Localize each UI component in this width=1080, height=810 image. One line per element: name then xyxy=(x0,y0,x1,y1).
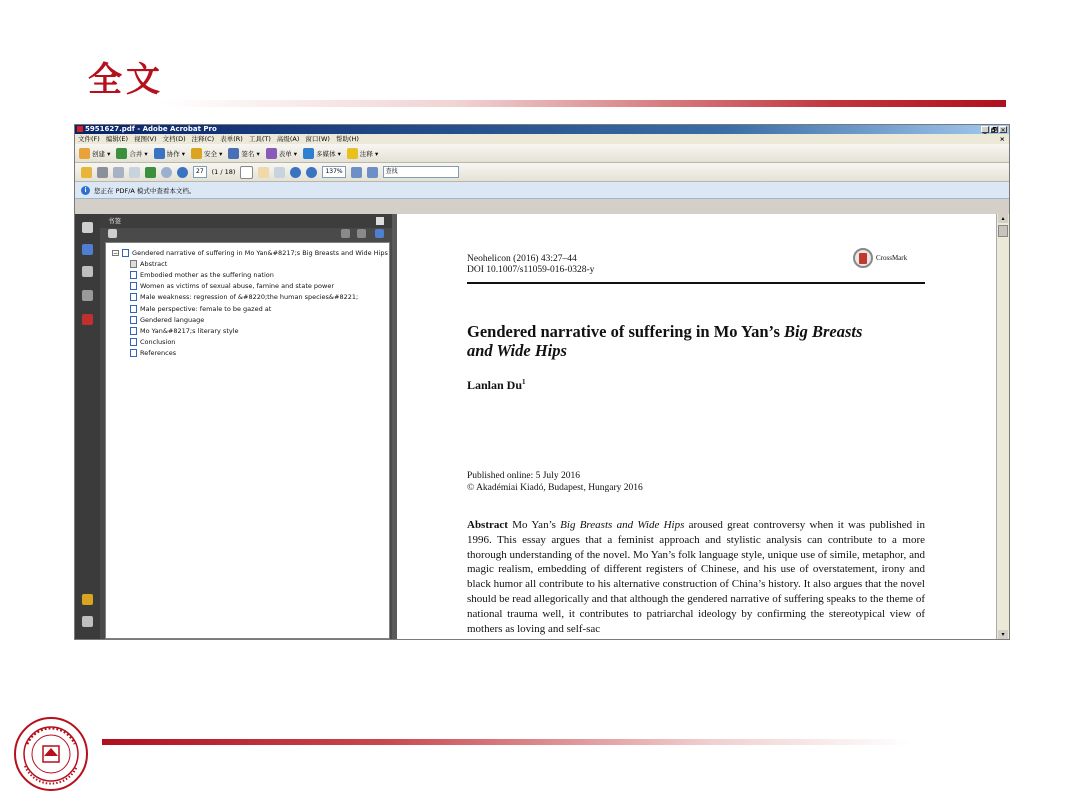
bookmark-label: Embodied mother as the suffering nation xyxy=(140,270,274,279)
collapse-icon[interactable]: − xyxy=(113,249,119,257)
print-icon[interactable] xyxy=(97,167,108,178)
marquee-zoom-icon[interactable] xyxy=(274,167,285,178)
minimize-button[interactable]: _ xyxy=(981,126,989,133)
window-title: 5951627.pdf - Adobe Acrobat Pro xyxy=(85,125,217,133)
bookmark-label: Abstract xyxy=(140,259,168,268)
combine-button[interactable] xyxy=(116,148,147,159)
abstract-body: aroused great controversy when it was published in 1996. This essay argues that a feminist approach and stylistic analysis can contribute to a more thorough understanding of the novel. Mo Yan’s folk language style, unique use of simile, metaphor, and magic realism, embedding of different registers of Chinese, and his use of overstatement, irony and black humor all contribute to his alternative construction of China’s history. It also argues that the novel should be read allegorically and that although the gendered narrative of suffering speaks to the theme of national trauma well, it contributes to patriarchal ideology by confirming the stereotypical view of mothers as loving and self-sac xyxy=(467,519,925,635)
secure-icon xyxy=(191,148,202,159)
toolbar-label: 多媒体 ▾ xyxy=(316,149,341,158)
collaborate-button[interactable] xyxy=(154,148,185,159)
bookmark-item[interactable] xyxy=(130,348,389,359)
close-document-button[interactable]: × xyxy=(999,135,1005,143)
select-tool-icon[interactable] xyxy=(240,166,253,179)
create-button[interactable] xyxy=(79,148,110,159)
menu-item-1[interactable]: 编辑(E) xyxy=(105,135,128,143)
page-count: (1 / 18) xyxy=(211,168,236,176)
panel-toolbar xyxy=(100,228,392,240)
save-icon[interactable] xyxy=(113,167,124,178)
zoom-level-select[interactable]: 137% xyxy=(322,166,345,178)
combine-files-icon[interactable] xyxy=(145,167,156,178)
forms-icon xyxy=(266,148,277,159)
bookmark-label: Mo Yan&#8217;s literary style xyxy=(140,326,239,335)
bookmark-tree xyxy=(105,242,390,639)
zoom-in-icon[interactable] xyxy=(306,167,317,178)
bookmark-item[interactable] xyxy=(130,337,389,348)
combine-icon xyxy=(116,148,127,159)
panel-header xyxy=(100,214,392,228)
comments-icon[interactable] xyxy=(82,594,93,605)
author-name: Lanlan Du xyxy=(467,378,523,392)
bookmark-page-icon xyxy=(130,260,137,268)
bookmark-item[interactable] xyxy=(112,247,389,258)
pdfa-notice-bar xyxy=(75,182,1009,199)
security-icon[interactable] xyxy=(82,314,93,325)
author-affiliation-mark: 1 xyxy=(522,378,526,386)
crossmark-icon xyxy=(853,248,873,268)
window-titlebar xyxy=(75,125,1009,134)
multimedia-icon xyxy=(303,148,314,159)
menu-item-0[interactable]: 文件(F) xyxy=(78,135,100,143)
toolbar-label: 安全 ▾ xyxy=(204,149,223,158)
bookmark-item[interactable] xyxy=(130,314,389,325)
abstract xyxy=(467,518,925,636)
sign-button[interactable] xyxy=(228,148,259,159)
bookmark-item[interactable] xyxy=(130,292,389,303)
sign-icon xyxy=(228,148,239,159)
bookmark-page-icon xyxy=(122,249,129,257)
toolbar-label: 表单 ▾ xyxy=(278,149,298,158)
next-page-icon[interactable] xyxy=(177,167,188,178)
task-toolbar xyxy=(75,144,1009,163)
bookmark-page-icon xyxy=(130,271,137,279)
bottom-divider xyxy=(102,739,912,745)
journal-line: Neohelicon (2016) 43:27–44 xyxy=(467,254,577,264)
scroll-down-icon[interactable]: ▾ xyxy=(998,630,1008,639)
navigation-rail xyxy=(75,214,100,639)
prev-page-icon[interactable] xyxy=(161,167,172,178)
author xyxy=(467,378,526,393)
forms-button[interactable] xyxy=(266,148,297,159)
signatures-icon[interactable] xyxy=(82,290,93,301)
panel-title: 书签 xyxy=(108,217,121,225)
bookmark-label: References xyxy=(140,349,177,358)
maximize-button[interactable]: 🗗 xyxy=(991,127,997,134)
slide-title: 全文 xyxy=(88,60,164,100)
vertical-scrollbar[interactable] xyxy=(996,214,1009,639)
page-number-input[interactable]: 27 xyxy=(193,166,207,178)
bookmark-page-icon xyxy=(130,349,137,357)
comment-button[interactable] xyxy=(347,148,378,159)
publication-info xyxy=(467,470,643,494)
bookmarks-icon[interactable] xyxy=(82,244,93,255)
menubar xyxy=(75,134,1009,144)
bookmark-label: Gendered language xyxy=(140,315,205,324)
journal-citation xyxy=(467,254,594,276)
delete-bookmark-icon[interactable] xyxy=(341,229,350,238)
find-input[interactable]: 查找 xyxy=(383,166,459,178)
menu-item-7[interactable]: 高级(A) xyxy=(276,135,300,143)
bookmark-page-icon xyxy=(130,316,137,324)
menu-item-2[interactable]: 视图(V) xyxy=(134,135,157,143)
menu-item-9[interactable]: 帮助(H) xyxy=(335,135,359,143)
collaborate-icon xyxy=(154,148,165,159)
acrobat-window xyxy=(74,124,1010,640)
bookmark-properties-icon[interactable] xyxy=(357,229,366,238)
navigation-toolbar xyxy=(75,163,1009,182)
scroll-up-icon[interactable]: ▴ xyxy=(998,214,1008,223)
bookmark-label: Gendered narrative of suffering in Mo Yan&#8217;s Big Breasts and Wide Hips xyxy=(132,248,388,257)
secure-button[interactable] xyxy=(191,148,222,159)
menu-item-5[interactable]: 表单(R) xyxy=(220,135,243,143)
hand-tool-icon[interactable] xyxy=(258,167,269,178)
bookmark-page-icon xyxy=(130,282,137,290)
bookmarks-panel xyxy=(100,214,392,639)
bookmark-item[interactable] xyxy=(130,303,389,314)
bookmark-item[interactable] xyxy=(130,281,389,292)
toolbar-label: 签名 ▾ xyxy=(241,149,260,158)
bookmark-item[interactable] xyxy=(130,325,389,336)
layers-icon[interactable] xyxy=(82,266,93,277)
copyright: © Akadémiai Kiadó, Budapest, Hungary 2016 xyxy=(467,483,643,493)
options-gear-icon[interactable] xyxy=(108,229,117,238)
abstract-label: Abstract xyxy=(467,519,508,531)
toolbar-label: 创建 ▾ xyxy=(92,149,111,158)
published-date: Published online: 5 July 2016 xyxy=(467,471,580,481)
open-folder-icon[interactable] xyxy=(81,167,92,178)
university-seal-logo xyxy=(13,716,89,792)
toolbar-label: 注释 ▾ xyxy=(359,149,379,158)
new-bookmark-icon[interactable] xyxy=(375,229,384,238)
zoom-out-icon[interactable] xyxy=(290,167,301,178)
acrobat-app-icon xyxy=(77,126,83,132)
bookmark-label: Conclusion xyxy=(140,338,176,347)
article-title xyxy=(467,322,887,360)
abstract-book-title: Big Breasts and Wide Hips xyxy=(560,519,685,531)
create-icon xyxy=(79,148,90,159)
toolbar-label: 合并 ▾ xyxy=(129,149,148,158)
multimedia-button[interactable] xyxy=(303,148,341,159)
menu-item-6[interactable]: 工具(T) xyxy=(248,135,271,143)
doi-line: DOI 10.1007/s11059-016-0328-y xyxy=(467,265,595,275)
bookmark-item[interactable] xyxy=(130,269,389,280)
bookmark-label: Women as victims of sexual abuse, famine and state power xyxy=(140,282,335,291)
scroll-thumb[interactable] xyxy=(998,225,1008,237)
menu-item-3[interactable]: 文档(D) xyxy=(162,135,186,143)
bookmark-page-icon xyxy=(130,305,137,313)
bookmark-page-icon xyxy=(130,338,137,346)
attachments-icon[interactable] xyxy=(82,616,93,627)
fit-page-icon[interactable] xyxy=(351,167,362,178)
fit-width-icon[interactable] xyxy=(367,167,378,178)
pages-icon[interactable] xyxy=(82,222,93,233)
abstract-intro: Mo Yan’s xyxy=(507,519,561,531)
info-icon: i xyxy=(81,186,90,195)
article-title-book: Big Breasts and Wide Hips xyxy=(467,322,863,360)
bookmark-label: Male weakness: regression of &#8220;the human species&#8221; xyxy=(140,293,359,302)
bookmark-page-icon xyxy=(130,293,137,301)
pdfa-notice-text: 您正在 PDF/A 模式中查看本文档。 xyxy=(94,186,196,195)
comment-icon xyxy=(347,148,358,159)
bookmark-item[interactable] xyxy=(130,258,389,269)
header-rule xyxy=(467,282,925,284)
document-view xyxy=(397,214,997,639)
close-button[interactable]: ✕ xyxy=(1000,127,1006,134)
bookmark-page-icon xyxy=(130,327,137,335)
crossmark-label: CrossMark xyxy=(876,254,908,262)
bookmark-label: Male perspective: female to be gazed at xyxy=(140,304,272,313)
crossmark-badge[interactable] xyxy=(853,248,907,268)
panel-close-icon[interactable] xyxy=(376,217,384,225)
menu-item-4[interactable]: 注释(C) xyxy=(191,135,215,143)
menu-item-8[interactable]: 窗口(W) xyxy=(305,135,330,143)
toolbar-label: 协作 ▾ xyxy=(166,149,186,158)
article-title-main: Gendered narrative of suffering in Mo Yan’s xyxy=(467,322,784,341)
top-divider xyxy=(160,100,1006,107)
email-icon[interactable] xyxy=(129,167,140,178)
